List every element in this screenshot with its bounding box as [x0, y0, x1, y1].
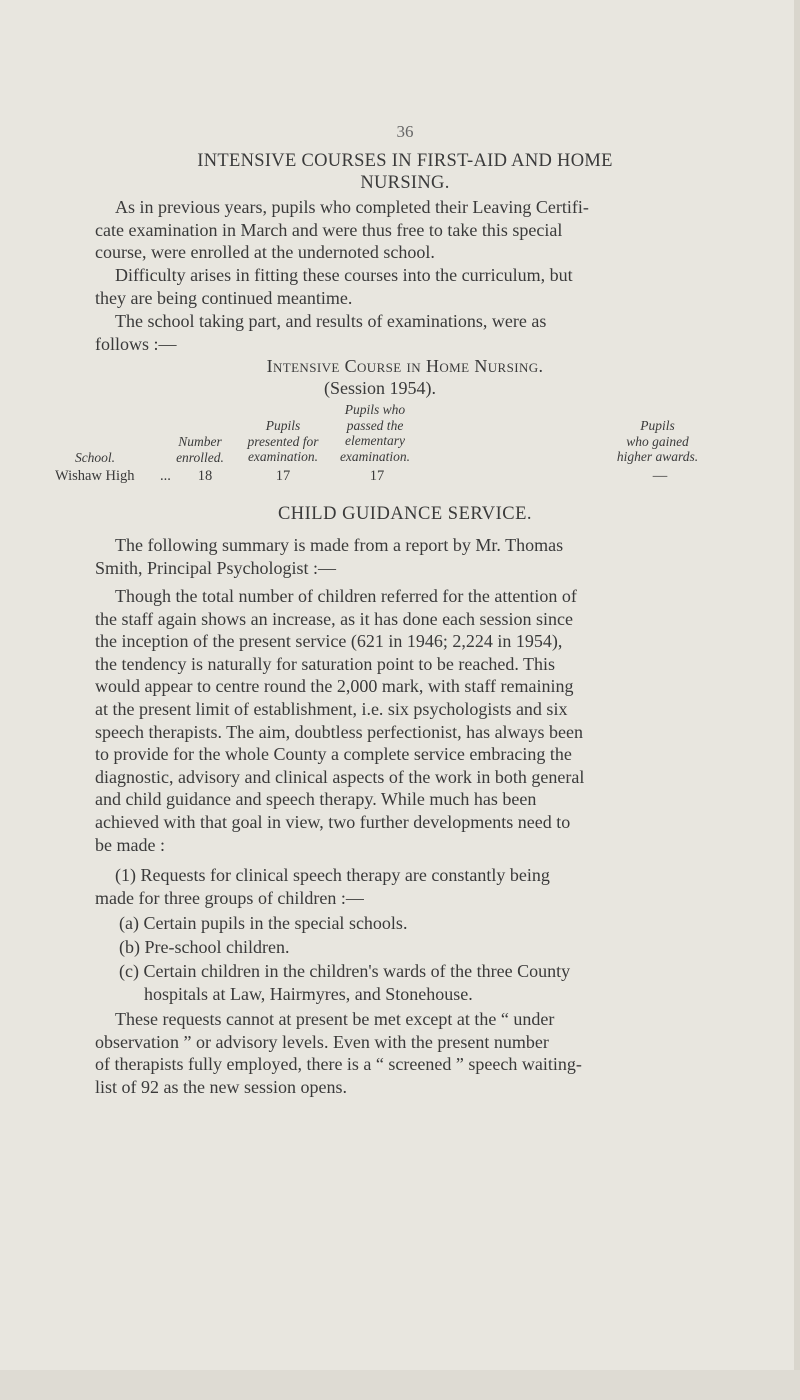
text-line: the staff again shows an increase, as it has done each session since: [95, 608, 574, 629]
cell-presented: 17: [275, 468, 291, 484]
text-line: follows :—: [95, 333, 177, 354]
list-item: [119, 960, 715, 1005]
header-line: presented for: [247, 433, 319, 449]
header-number: [160, 434, 240, 465]
text-span: Difficulty arises in fitting these courses into the curriculum, but: [115, 265, 573, 285]
header-line: Pupils: [265, 418, 301, 433]
section-title-child-guidance: CHILD GUIDANCE SERVICE.: [277, 504, 533, 524]
header-line: Number: [178, 434, 222, 449]
text-line: observation ” or advisory levels. Even with the present number: [95, 1031, 549, 1052]
heading-line-2: NURSING.: [360, 173, 450, 193]
page-edge-shadow: [794, 0, 800, 1400]
list-line: hospitals at Law, Hairmyres, and Stonehouse.: [144, 983, 473, 1004]
list-item: [119, 912, 715, 935]
list-line: [119, 960, 715, 983]
page-bottom-edge: [0, 1370, 800, 1400]
header-line: elementary: [345, 433, 405, 448]
text-line: [95, 1008, 715, 1031]
text-line: be made :: [95, 834, 165, 855]
text-line: course, were enrolled at the undernoted school.: [95, 242, 435, 263]
intro-paragraph-2: [95, 264, 715, 309]
header-line: Pupils who: [344, 402, 406, 417]
text-line: speech therapists. The aim, doubtless perfectionist, has always been: [95, 721, 584, 742]
cell-number: 18: [197, 468, 213, 484]
text-line: to provide for the whole County a complete service embracing the: [95, 744, 572, 765]
body-paragraph-3: [95, 864, 715, 909]
header-line: higher awards.: [616, 449, 699, 464]
header-line: examination.: [339, 448, 411, 464]
text-line: would appear to centre round the 2,000 mark, with staff remaining: [95, 676, 574, 697]
text-line: [95, 585, 715, 608]
list-text: Pre-school children.: [144, 937, 290, 957]
page-number: 36: [396, 122, 414, 141]
header-line: examination.: [247, 449, 319, 464]
intro-paragraph-3: [95, 310, 715, 355]
text-line: made for three groups of children :—: [95, 887, 364, 908]
cell-dots: ...: [160, 468, 171, 484]
cell-higher: —: [652, 468, 668, 484]
cell-passed: 17: [369, 468, 385, 484]
body-paragraph-1: [95, 534, 715, 579]
list-label: (c): [119, 961, 139, 981]
text-line: and child guidance and speech therapy. While much has been: [95, 789, 537, 810]
text-span: The following summary is made from a report by Mr. Thomas: [115, 535, 564, 555]
list-text: Certain pupils in the special schools.: [143, 913, 408, 933]
text-span: As in previous years, pupils who completed their Leaving Certifi-: [115, 197, 589, 217]
text-line: achieved with that goal in view, two further developments need to: [95, 811, 571, 832]
text-line: [95, 310, 715, 333]
text-line: at the present limit of establishment, i.e. six psychologists and six: [95, 698, 568, 719]
list-label: (b): [119, 937, 140, 957]
list-item: [119, 936, 715, 959]
text-line: [95, 264, 715, 287]
text-line: list of 92 as the new session opens.: [95, 1076, 347, 1097]
table-session: (Session 1954).: [324, 378, 436, 398]
text-line: the tendency is naturally for saturation point to be reached. This: [95, 653, 556, 674]
header-line: passed the: [346, 417, 404, 433]
text-span: The school taking part, and results of examinations, were as: [115, 311, 547, 331]
text-line: [95, 534, 715, 557]
header-presented: [228, 418, 338, 465]
list-text: Certain children in the children's wards of the three County: [143, 961, 571, 981]
table-title: Intensive Course in Home Nursing.: [266, 356, 544, 376]
text-line: diagnostic, advisory and clinical aspects of the work in both general: [95, 766, 585, 787]
list-label: (a): [119, 913, 139, 933]
text-span: These requests cannot at present be met except at the “ under: [115, 1009, 555, 1029]
header-line: enrolled.: [176, 449, 224, 465]
heading-line-1: INTENSIVE COURSES IN FIRST-AID AND HOME: [197, 151, 613, 171]
header-line: who gained: [626, 433, 689, 449]
header-higher: [600, 418, 715, 465]
header-line: Pupils: [640, 418, 675, 433]
header-school: School.: [74, 450, 116, 465]
text-line: [95, 864, 715, 887]
body-paragraph-2: [95, 585, 715, 856]
section-heading-first-aid: [95, 150, 715, 194]
text-line: [95, 196, 715, 219]
text-line: they are being continued meantime.: [95, 287, 353, 308]
text-line: cate examination in March and were thus free to take this special: [95, 219, 563, 240]
intro-paragraph-1: [95, 196, 715, 264]
text-line: Smith, Principal Psychologist :—: [95, 557, 337, 578]
text-span: (1) Requests for clinical speech therapy are constantly being: [115, 865, 550, 885]
cell-school: Wishaw High: [55, 468, 135, 484]
text-span: Though the total number of children referred for the attention of: [115, 586, 577, 606]
text-line: the inception of the present service (621 in 1946; 2,224 in 1954),: [95, 631, 563, 652]
closing-paragraph: [95, 1008, 715, 1098]
text-line: of therapists fully employed, there is a “ screened ” speech waiting-: [95, 1054, 582, 1075]
